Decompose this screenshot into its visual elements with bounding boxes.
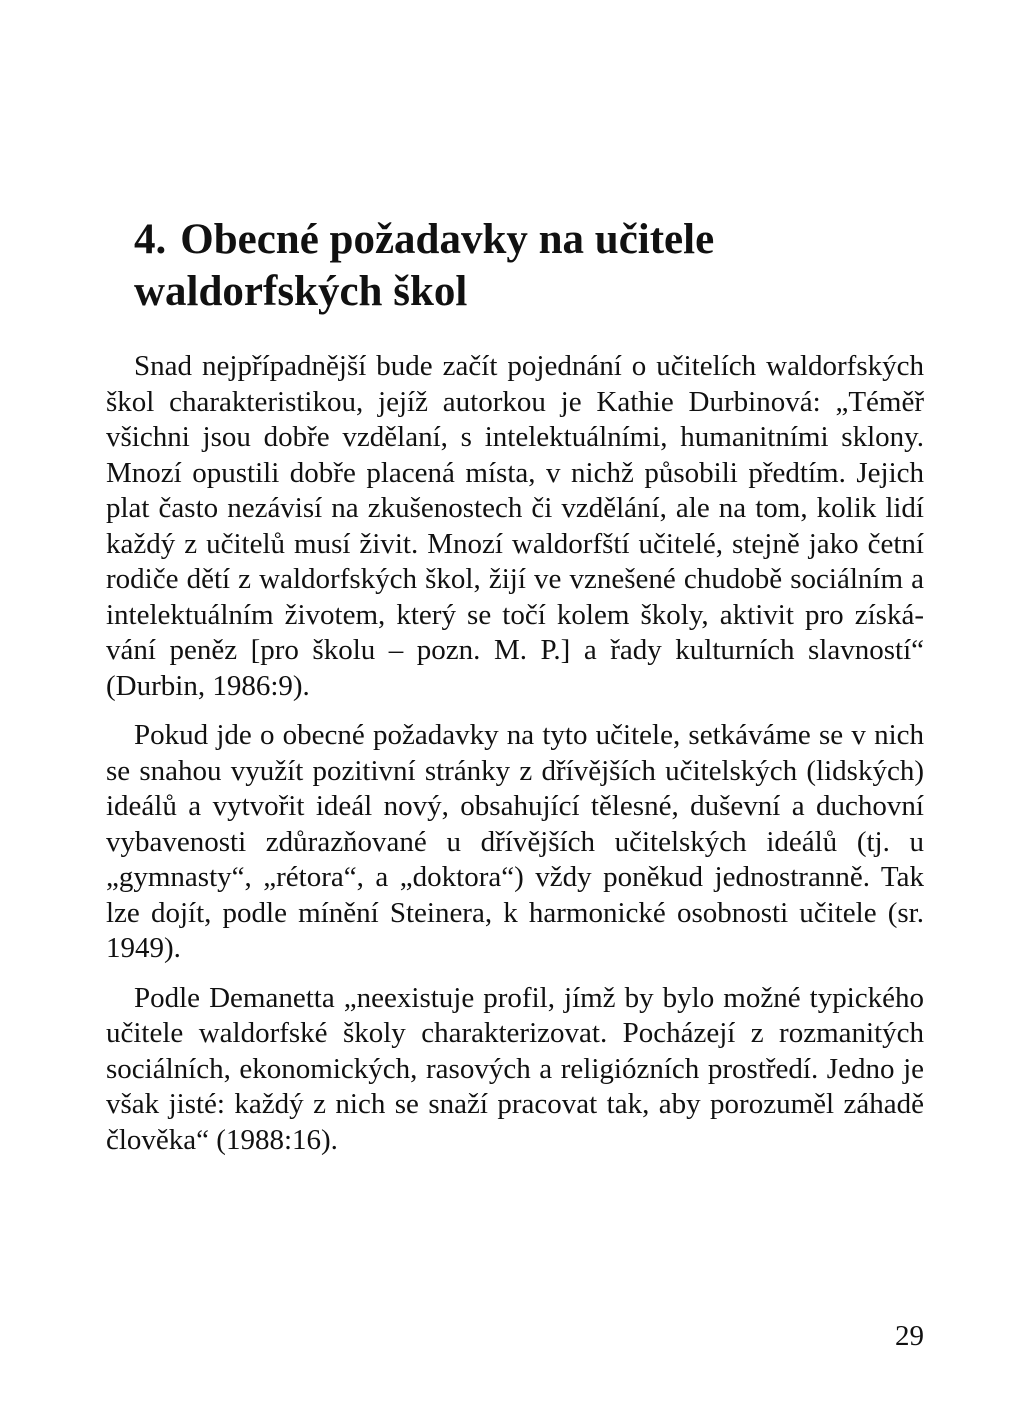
page-number: 29 [895,1320,924,1352]
paragraph-durbin-quote: Snad nejpřípadnější bude začít pojednání o učitelích waldorfských škol charakteristikou, jejíž autorkou je Kathie Durbinová: „Téměř všichni jsou dobře vzdělaní, s intelektuálními, humanitními sklony. Mnozí opustili dobře placená místa, v nichž působili předtím. Jejich plat často nezávisí na zkušenostech či vzdělání, ale na tom, kolik lidí každý z učitelů musí živit. Mnozí waldorfští učitelé, stejně jako četní rodiče dětí z waldorfských škol, žijí ve vznešené chudobě sociálním a intelektuálním životem, který se točí kolem školy, aktivit pro získávání peněz [pro školu – pozn. M. P.] a řady kulturních slavností“ (Durbin, 1986:9). [106,350,924,702]
paragraph-general-requirements: Pokud jde o obecné požadavky na tyto učitele, setkáváme se v nich se snahou využít pozitivní stránky z dřívějších učitelských (lidských) ideálů a vytvořit ideál nový, obsahující tělesné, duševní a duchovní vybavenosti zdůrazňované u dřívějších učitelských ideálů (tj. u „gymnasty“, „rétora“, a „doktora“) vždy poněkud jednostranně. Tak lze dojít, podle mínění Steinera, k harmonické osobnosti učitele (sr. 1949). [106,719,924,964]
chapter-title [134,214,934,318]
chapter-number: 4. [134,216,167,263]
body-text [106,349,924,1158]
chapter-title-text: Obecné požadavky na učitele waldorfských škol [134,216,715,315]
paragraph-demanett-quote: Podle Demanetta „neexistuje profil, jímž by bylo možné typického učitele waldorfské školy charakterizovat. Pocházejí z rozmanitých sociálních, ekonomických, rasových a religiózních prostředí. Jedno je však jisté: každý z nich se snaží pracovat tak, aby porozuměl záhadě člověka“ (1988:16). [106,981,924,1156]
